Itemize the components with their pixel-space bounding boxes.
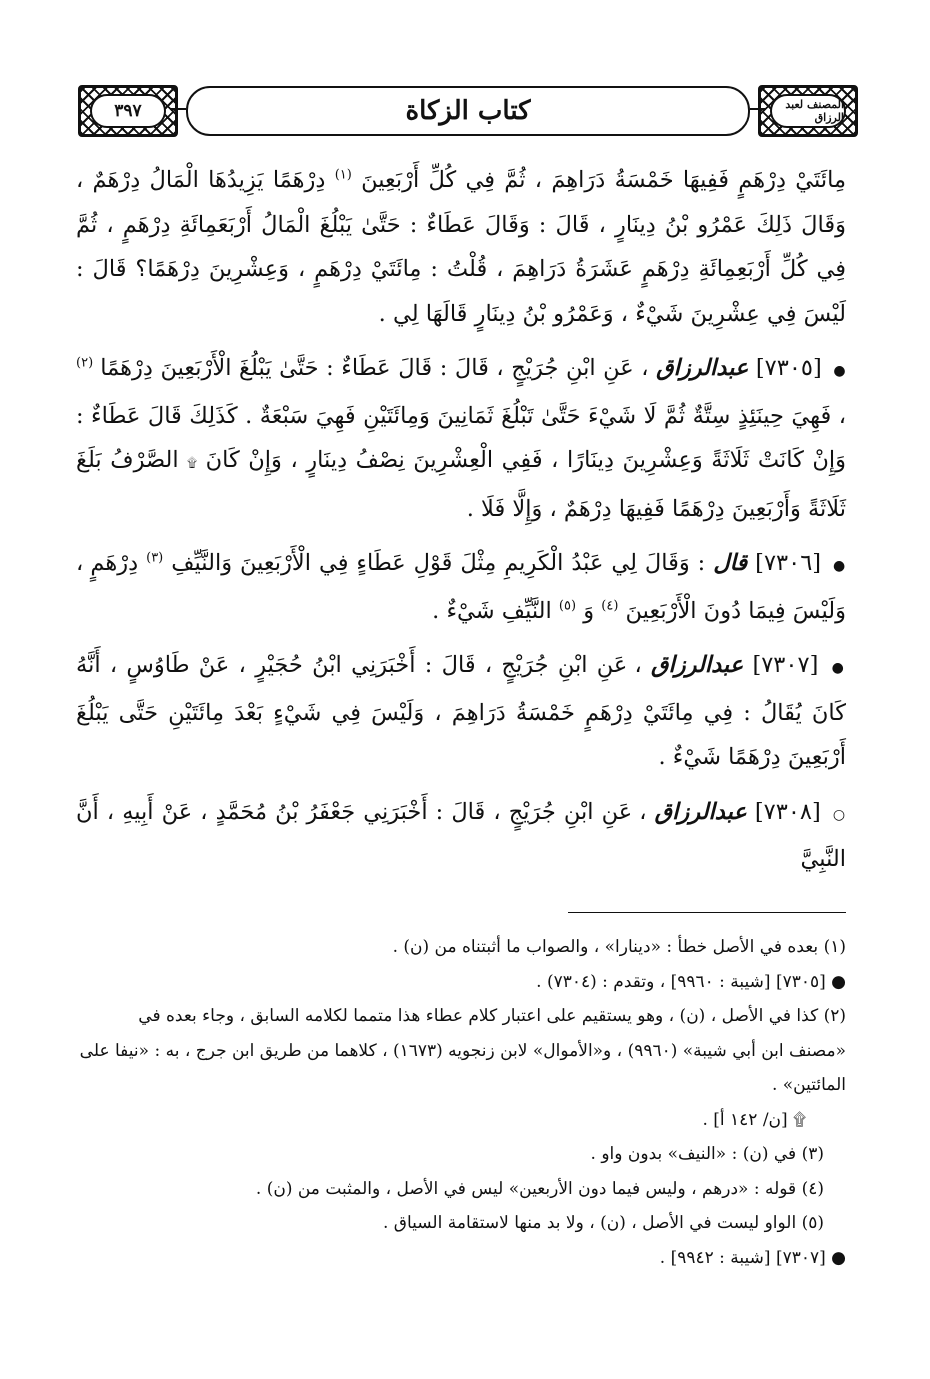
book-logo: المصنف لعبد الرزاق	[770, 94, 846, 128]
bullet-icon: ●	[833, 558, 847, 574]
main-text	[76, 158, 846, 892]
hadith-7308: ○ [٧٣٠٨] عبدالرزاق ، عَنِ ابْنِ جُرَيْجٍ ، قَالَ : أَخْبَرَنِي جَعْفَرُ بْنُ مُحَمَّدٍ ، عَنْ أَبِيهِ ، أَنَّ النَّبِيَّ	[76, 798, 847, 872]
page-number-ornament	[78, 85, 178, 137]
hadith-number: [٧٣٠٧]	[752, 652, 819, 678]
hadith-number: [٧٣٠٥]	[755, 355, 822, 381]
footnote-ref-4: (٤)	[601, 598, 619, 613]
hadith-7306: ● [٧٣٠٦] قال : وَقَالَ لِي عَبْدُ الْكَرِيمِ مِثْلَ قَوْلِ عَطَاءٍ فِي الْأَرْبَعِينَ وَالنَّيِّفِ $^{(٣)}$ دِرْهَمٍ ، وَلَيْسَ فِيمَا دُونَ الْأَرْبَعِينَ $^{(٤)}$ وَ $^{(٥)}$ النَّيِّفِ شَيْءٌ .	[76, 550, 847, 624]
footnote-divider	[568, 912, 846, 913]
hadith-7307: ● [٧٣٠٧] عبدالرزاق ، عَنِ ابْنِ جُرَيْجٍ ، قَالَ : أَخْبَرَنِي ابْنُ حُجَيْرٍ ، عَنْ طَاوُسٍ ، أَنَّهُ كَانَ يُقَالُ : فِي مِائَتَيْ دِرْهَمٍ خَمْسَةُ دَرَاهِمَ ، وَلَيْسَ فِي شَيْءٍ بَعْدَ مِائَتَيْنِ حَتَّى يَبْلُغَ أَرْبَعِينَ دِرْهَمًا شَيْءٌ .	[76, 652, 846, 770]
author-name: عبدالرزاق	[654, 798, 747, 825]
footnote-ref-2: (٢)	[76, 355, 94, 371]
footnote-ref-3: (٣)	[146, 550, 164, 566]
page-header	[78, 82, 858, 140]
bullet-icon: ●	[831, 660, 846, 676]
footnotes	[76, 930, 846, 1275]
footnote-3: (٣) في (ن) : «النيف» بدون واو .	[590, 1144, 824, 1164]
bullet-icon: ●	[833, 363, 847, 379]
author-name: قال	[713, 550, 748, 576]
footnote-5: (٥) الواو ليست في الأصل ، (ن) ، ولا بد منها لاستقامة السياق .	[382, 1213, 824, 1233]
footnote-1: (١) بعده في الأصل خطأ : «دينارا» ، والصواب ما أثبتناه من (ن) .	[392, 937, 846, 957]
hadith-number: [٧٣٠٦]	[755, 550, 822, 576]
footnote-2: (٢) كذا في الأصل ، (ن) ، وهو يستقيم على اعتبار كلام عطاء هذا متمما لكلامه السابق ، وجاء بعده في «مصنف ابن أبي شيبة» (٩٩٦٠) ، و«الأموال» لابن زنجويه (١٦٧٣) ، كلاهما من طريق ابن جرج ، به : «نيفا على المائتين» .	[79, 1006, 846, 1095]
author-name: عبدالرزاق	[656, 355, 749, 381]
manuscript-marker-note: ۩ [ن/ ١٤٢ أ] .	[702, 1109, 806, 1130]
footnote-4: (٤) قوله : «درهم ، وليس فيما دون الأربعين» ليس في الأصل ، والمثبت من (ن) .	[255, 1178, 824, 1199]
footnote-ref-1: (١)	[334, 167, 352, 183]
source-note-7305: ● [٧٣٠٥] [شيبة : ٩٩٦٠] ، وتقدم : (٧٣٠٤) .	[536, 971, 846, 992]
hadith-7305: ● [٧٣٠٥] عبدالرزاق ، عَنِ ابْنِ جُرَيْجٍ ، قَالَ : قَالَ عَطَاءٌ : حَتَّىٰ يَبْلُغَ الْأَرْبَعِينَ دِرْهَمًا $^{(٢)}$ ، فَهِيَ حِينَئِذٍ سِتَّةٌ ثُمَّ لَا شَيْءَ حَتَّىٰ تَبْلُغَ ثَمَانِينَ وَمِائَتَيْنِ فَهِيَ سَبْعَةٌ . كَذَلِكَ قَالَ عَطَاءٌ : وَإِنْ كَانَتْ ثَلَاثَةً وَعِشْرِينَ دِينَارًا ، فَفِي الْعِشْرِينَ نِصْفُ دِينَارٍ ، وَإِنْ كَانَ ۩ الصَّرْفُ بَلَغَ ثَلَاثَةً وَأَرْبَعِينَ دِرْهَمًا فَفِيهَا دِرْهَمٌ ، وَإِلَّا فَلَا .	[76, 355, 847, 522]
manuscript-marker-icon: ۩	[187, 456, 198, 471]
page-number: ٣٩٧	[90, 94, 166, 128]
paragraph-1: مِائَتَيْ دِرْهَمٍ فَفِيهَا خَمْسَةُ دَرَاهِمَ ، ثُمَّ فِي كُلِّ أَرْبَعِينَ $^{(١)}$ دِرْهَمًا يَزِيدُهَا الْمَالُ دِرْهَمٌ ، وَقَالَ ذَلِكَ عَمْرُو بْنُ دِينَارٍ ، قَالَ : وَقَالَ عَطَاءٌ : حَتَّىٰ يَبْلُغَ الْمَالُ أَرْبَعَمِائَةِ دِرْهَمٍ ، ثُمَّ فِي كُلِّ أَرْبَعِمِائَةِ دِرْهَمٍ عَشَرَةُ دَرَاهِمَ ، قُلْتُ : مِائَتَيْ دِرْهَمٍ ، وَعِشْرِينَ دِرْهَمًا؟ قَالَ : لَيْسَ فِي عِشْرِينَ شَيْءٌ ، وَعَمْرُو بْنُ دِينَارٍ قَالَهَا لِي .	[76, 167, 846, 327]
footnote-ref-5: (٥)	[558, 598, 577, 613]
chapter-title: كتاب الزكاة	[186, 86, 750, 136]
hadith-number: [٧٣٠٨]	[754, 798, 821, 825]
hollow-bullet-icon: ○	[832, 806, 847, 823]
source-note-7307: ● [٧٣٠٧] [شيبة : ٩٩٤٢] .	[659, 1247, 846, 1268]
author-name: عبدالرزاق	[651, 652, 744, 678]
book-logo-ornament	[758, 85, 858, 137]
